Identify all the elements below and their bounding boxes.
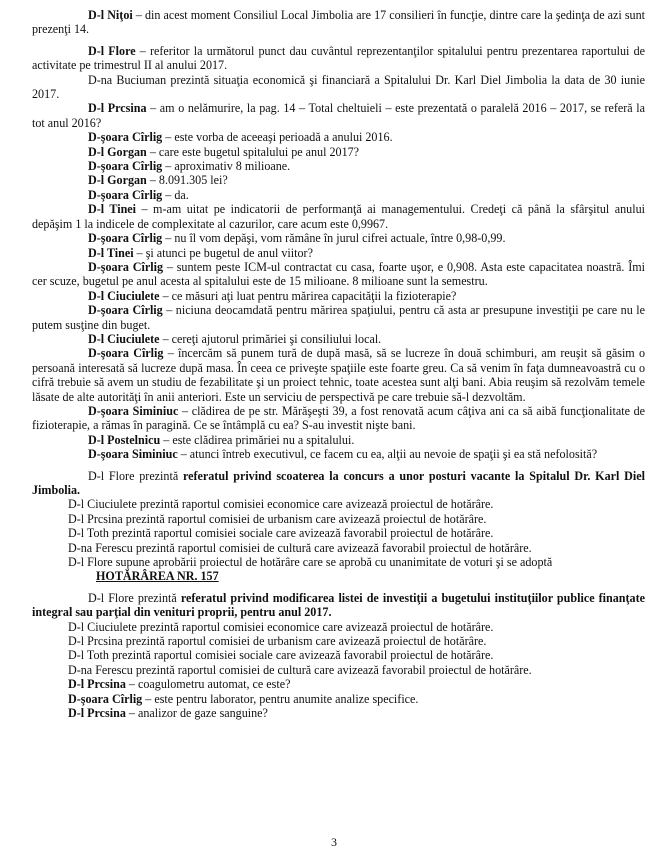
speaker-name: D-l Prcsina (68, 677, 126, 692)
paragraph-text: – şi atunci pe bugetul de anul viitor? (133, 245, 313, 260)
minutes-paragraph (32, 555, 645, 569)
paragraph-text: – m-am uitat pe indicatorii de performanţă ai managementului. Credeţi că până la sfârşitul anului depăşim 1 la indicele de complexitate al cazurilor, care acum este 0,9967. (32, 202, 645, 231)
minutes-paragraph (32, 706, 645, 720)
paragraph-text: – atunci întreb executivul, ce facem cu ea, alţii au nevoie de spaţii şi ea stă nefolosită? (177, 447, 598, 462)
paragraph-text: D-l Flore prezintă (88, 590, 181, 605)
paragraph-text: – am o nelămurire, la pag. 14 – Total cheltuieli – este prezentată o paralelă 2016 – 2017, se referă la tot anul 2016? (32, 101, 645, 130)
speaker-name: D-şoara Cîrlig (68, 691, 143, 706)
paragraph-text: – este pentru laborator, pentru anumite analize specifice. (142, 691, 419, 706)
paragraph-text: D-l Prcsina prezintă raportul comisiei de urbanism care avizează proiectul de hotărâre. (68, 634, 487, 649)
paragraph-text: – este clădirea primăriei nu a spitalului. (160, 432, 355, 447)
paragraph-gap (32, 462, 645, 469)
minutes-paragraph (32, 497, 645, 511)
minutes-paragraph (32, 8, 645, 37)
speaker-name: D-l Tinei (88, 202, 137, 217)
speaker-name: D-l Gorgan (88, 144, 147, 159)
minutes-paragraph (32, 692, 645, 706)
minutes-paragraph (32, 231, 645, 245)
paragraph-text: – suntem peste ICM-ul contractat cu casa, foarte uşor, e 0,908. Asta este capacitatea noastră. Îmi cer scuze, bugetul pe anul acesta al spitalului este de 15 milioane. 8 milioane sunt la semestru. (32, 259, 645, 289)
page-number: 3 (331, 835, 337, 849)
paragraph-text: – cereţi ajutorul primăriei şi consiliului local. (159, 331, 382, 346)
speaker-name: D-l Gorgan (88, 173, 147, 188)
speaker-name: D-şoara Siminiuc (88, 447, 178, 462)
minutes-paragraph (32, 634, 645, 648)
paragraph-text: D-l Toth prezintă raportul comisiei sociale care avizează favorabil proiectul de hotărâre. (68, 648, 494, 663)
minutes-paragraph (32, 44, 645, 73)
paragraph-text: – încercăm să punem tură de după masă, să se lucreze în două schimburi, am reuşit să găsim o persoană interesată să lucreze după masa. În ceea ce priveşte spaţiile este foarte greu. Ca să venim în faţa dumneavoastră cu o cifră trebuie să avem un studiu de fezabilitate şi un proiect tehnic, toate acestea sunt alţi bani. Abia reuşim să rezolvăm temele lăsate de alte autorităţi în anii anteriori. Este un serviciu de perspectivă pe care trebuie să-l dezvoltăm. (32, 346, 645, 404)
referral-title: referatul privind modificarea listei de investiţii a bugetului instituţiilor publice finanţate integral sau parţial din venituri proprii, pentru anul 2017. (32, 590, 645, 620)
minutes-body (32, 8, 645, 721)
speaker-name: D-şoara Cîrlig (88, 303, 163, 318)
paragraph-text: – da. (162, 187, 189, 202)
minutes-paragraph (32, 469, 645, 498)
speaker-name: D-l Flore (88, 43, 136, 58)
minutes-paragraph (32, 73, 645, 102)
paragraph-text: – coagulometru automat, ce este? (125, 677, 291, 692)
minutes-paragraph (32, 289, 645, 303)
paragraph-text: – din acest moment Consiliul Local Jimbolia are 17 consilieri în funcţie, dintre care la şedinţa de azi sunt prezenţi 14. (32, 8, 645, 37)
speaker-name: D-şoara Cîrlig (88, 346, 164, 361)
paragraph-text: D-l Ciuciulete prezintă raportul comisiei economice care avizează proiectul de hotărâre. (68, 619, 494, 634)
minutes-paragraph (32, 145, 645, 159)
speaker-name: D-şoara Cîrlig (88, 231, 163, 246)
speaker-name: D-l Postelnicu (88, 432, 161, 447)
paragraph-text: – analizor de gaze sanguine? (125, 706, 268, 721)
speaker-name: D-şoara Siminiuc (88, 403, 179, 418)
paragraph-text: – nu îl vom depăşi, vom rămâne în jurul cifrei actuale, între 0,98-0,99. (162, 231, 506, 246)
minutes-paragraph (32, 260, 645, 289)
paragraph-text: D-l Toth prezintă raportul comisiei sociale care avizează favorabil proiectul de hotărâre. (68, 526, 494, 541)
minutes-paragraph (32, 101, 645, 130)
paragraph-text: – care este bugetul spitalului pe anul 2017? (146, 144, 360, 159)
minutes-paragraph (32, 202, 645, 231)
paragraph-text: D-na Buciuman prezintă situaţia economică şi financiară a Spitalului Dr. Karl Diel Jimbolia la data de 30 iunie 2017. (32, 72, 645, 102)
paragraph-text: – referitor la următorul punct dau cuvântul reprezentanţilor spitalului pentru prezentarea raportului de activitate pe trimestrul II al anului 2017. (32, 43, 645, 73)
speaker-name: D-l Prcsina (88, 101, 147, 116)
minutes-paragraph (32, 447, 645, 461)
paragraph-text: – este vorba de aceeaşi perioadă a anului 2016. (162, 130, 393, 145)
minutes-paragraph (32, 346, 645, 404)
speaker-name: D-l Tinei (88, 245, 134, 260)
paragraph-text: – aproximativ 8 milioane. (162, 159, 291, 174)
speaker-name: D-l Ciuciulete (88, 331, 160, 346)
minutes-paragraph (32, 159, 645, 173)
minutes-paragraph (32, 677, 645, 691)
speaker-name: D-l Niţoi (88, 8, 133, 22)
decision-line (32, 569, 645, 583)
minutes-paragraph (32, 620, 645, 634)
minutes-paragraph (32, 246, 645, 260)
paragraph-text: – niciuna deocamdată pentru mărirea spaţiului, pentru că asta ar presupune investiţii pe care nu le putem susţine din buget. (32, 303, 645, 332)
paragraph-text: D-l Prcsina prezintă raportul comisiei de urbanism care avizează proiectul de hotărâre. (68, 511, 487, 526)
minutes-paragraph (32, 130, 645, 144)
paragraph-text: – clădirea de pe str. Mărăşeşti 39, a fost renovată acum câţiva ani ca să aibă funcţionalitate de fizioterapie, a rămas în paragină. Ce se întâmplă cu ea? S-au investit nişte bani. (32, 403, 646, 433)
minutes-paragraph (32, 173, 645, 187)
minutes-paragraph (32, 648, 645, 662)
speaker-name: D-şoara Cîrlig (88, 259, 164, 274)
paragraph-text: D-na Ferescu prezintă raportul comisiei de cultură care avizează favorabil proiectul de hotărâre. (68, 540, 532, 555)
speaker-name: D-şoara Cîrlig (88, 130, 163, 145)
minutes-paragraph (32, 404, 645, 433)
paragraph-text: D-l Flore prezintă (88, 468, 183, 483)
paragraph-gap (32, 584, 645, 591)
minutes-paragraph (32, 591, 645, 620)
speaker-name: D-l Ciuciulete (88, 288, 160, 303)
paragraph-text: D-l Flore supune aprobării proiectul de hotărâre care se aprobă cu unanimitate de voturi şi se adoptă (68, 555, 553, 570)
paragraph-gap (32, 37, 645, 44)
referral-title: referatul privind scoaterea la concurs a unor posturi vacante la Spitalul Dr. Karl Diel Jimbolia. (32, 468, 645, 497)
paragraph-text: – 8.091.305 lei? (146, 173, 228, 188)
minutes-paragraph (32, 512, 645, 526)
minutes-paragraph (32, 332, 645, 346)
paragraph-text: – ce măsuri aţi luat pentru mărirea capacităţii la fizioterapie? (159, 288, 457, 303)
minutes-paragraph (32, 541, 645, 555)
speaker-name: D-şoara Cîrlig (88, 187, 163, 202)
minutes-paragraph (32, 303, 645, 332)
paragraph-text: D-l Ciuciulete prezintă raportul comisiei economice care avizează proiectul de hotărâre. (68, 497, 494, 512)
minutes-paragraph (32, 433, 645, 447)
speaker-name: D-şoara Cîrlig (88, 159, 163, 174)
speaker-name: D-l Prcsina (68, 706, 126, 721)
minutes-paragraph (32, 526, 645, 540)
paragraph-text: D-na Ferescu prezintă raportul comisiei de cultură care avizează favorabil proiectul de hotărâre. (68, 662, 532, 677)
minutes-paragraph (32, 663, 645, 677)
minutes-paragraph (32, 188, 645, 202)
decision-title: HOTĂRÂREA NR. 157 (96, 569, 219, 584)
